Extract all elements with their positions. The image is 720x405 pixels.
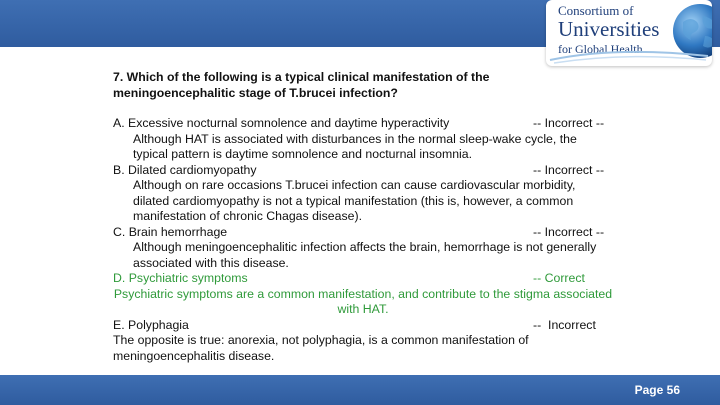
footer-band	[0, 375, 720, 405]
option-explanation: The opposite is true: anorexia, not polyphagia, is a common manifestation of meningoencephalitis disease.	[113, 333, 529, 363]
option-verdict: -- Correct	[533, 271, 585, 285]
option-verdict: -- Incorrect	[533, 317, 596, 332]
option-label: A. Excessive nocturnal somnolence and daytime hyperactivity	[113, 116, 450, 130]
option-label: E. Polyphagia	[113, 317, 189, 332]
logo-line-3: for Global Health	[558, 42, 643, 56]
option-verdict: -- Incorrect --	[533, 224, 605, 239]
slide-content	[113, 70, 613, 364]
option-verdict: -- Incorrect --	[533, 116, 605, 130]
question-text: 7. Which of the following is a typical clinical manifestation of the meningoencephalitic stage of T.brucei infection?	[113, 70, 490, 100]
option-a	[113, 116, 613, 163]
option-c	[113, 225, 613, 272]
logo-line-1: Consortium of	[558, 3, 634, 18]
logo-line-2: Universities	[558, 17, 660, 41]
option-label: D. Psychiatric symptoms	[113, 271, 248, 285]
option-label: B. Dilated cardiomyopathy	[113, 162, 257, 177]
option-label: C. Brain hemorrhage	[113, 224, 228, 239]
option-explanation: Although meningoencephalitic infection affects the brain, hemorrhage is not generally associated with this disease.	[133, 240, 597, 270]
logo-swoosh	[546, 48, 712, 66]
option-explanation: Although on rare occasions T.brucei infection can cause cardiovascular morbidity, dilated cardiomyopathy is not a typical manifestation (this is, however, a common manifestation of chronic Chagas disease).	[133, 178, 576, 223]
option-explanation: Although HAT is associated with disturbances in the normal sleep-wake cycle, the typical pattern is daytime somnolence and nocturnal insomnia.	[133, 131, 577, 161]
option-e	[113, 318, 613, 365]
option-d-correct	[113, 271, 613, 318]
consortium-logo	[546, 0, 712, 66]
option-verdict: -- Incorrect --	[533, 162, 605, 177]
page-number: Page 56	[634, 383, 680, 397]
option-explanation: Psychiatric symptoms are a common manifestation, and contribute to the stigma associated with HAT.	[113, 286, 613, 316]
option-b	[113, 163, 613, 225]
